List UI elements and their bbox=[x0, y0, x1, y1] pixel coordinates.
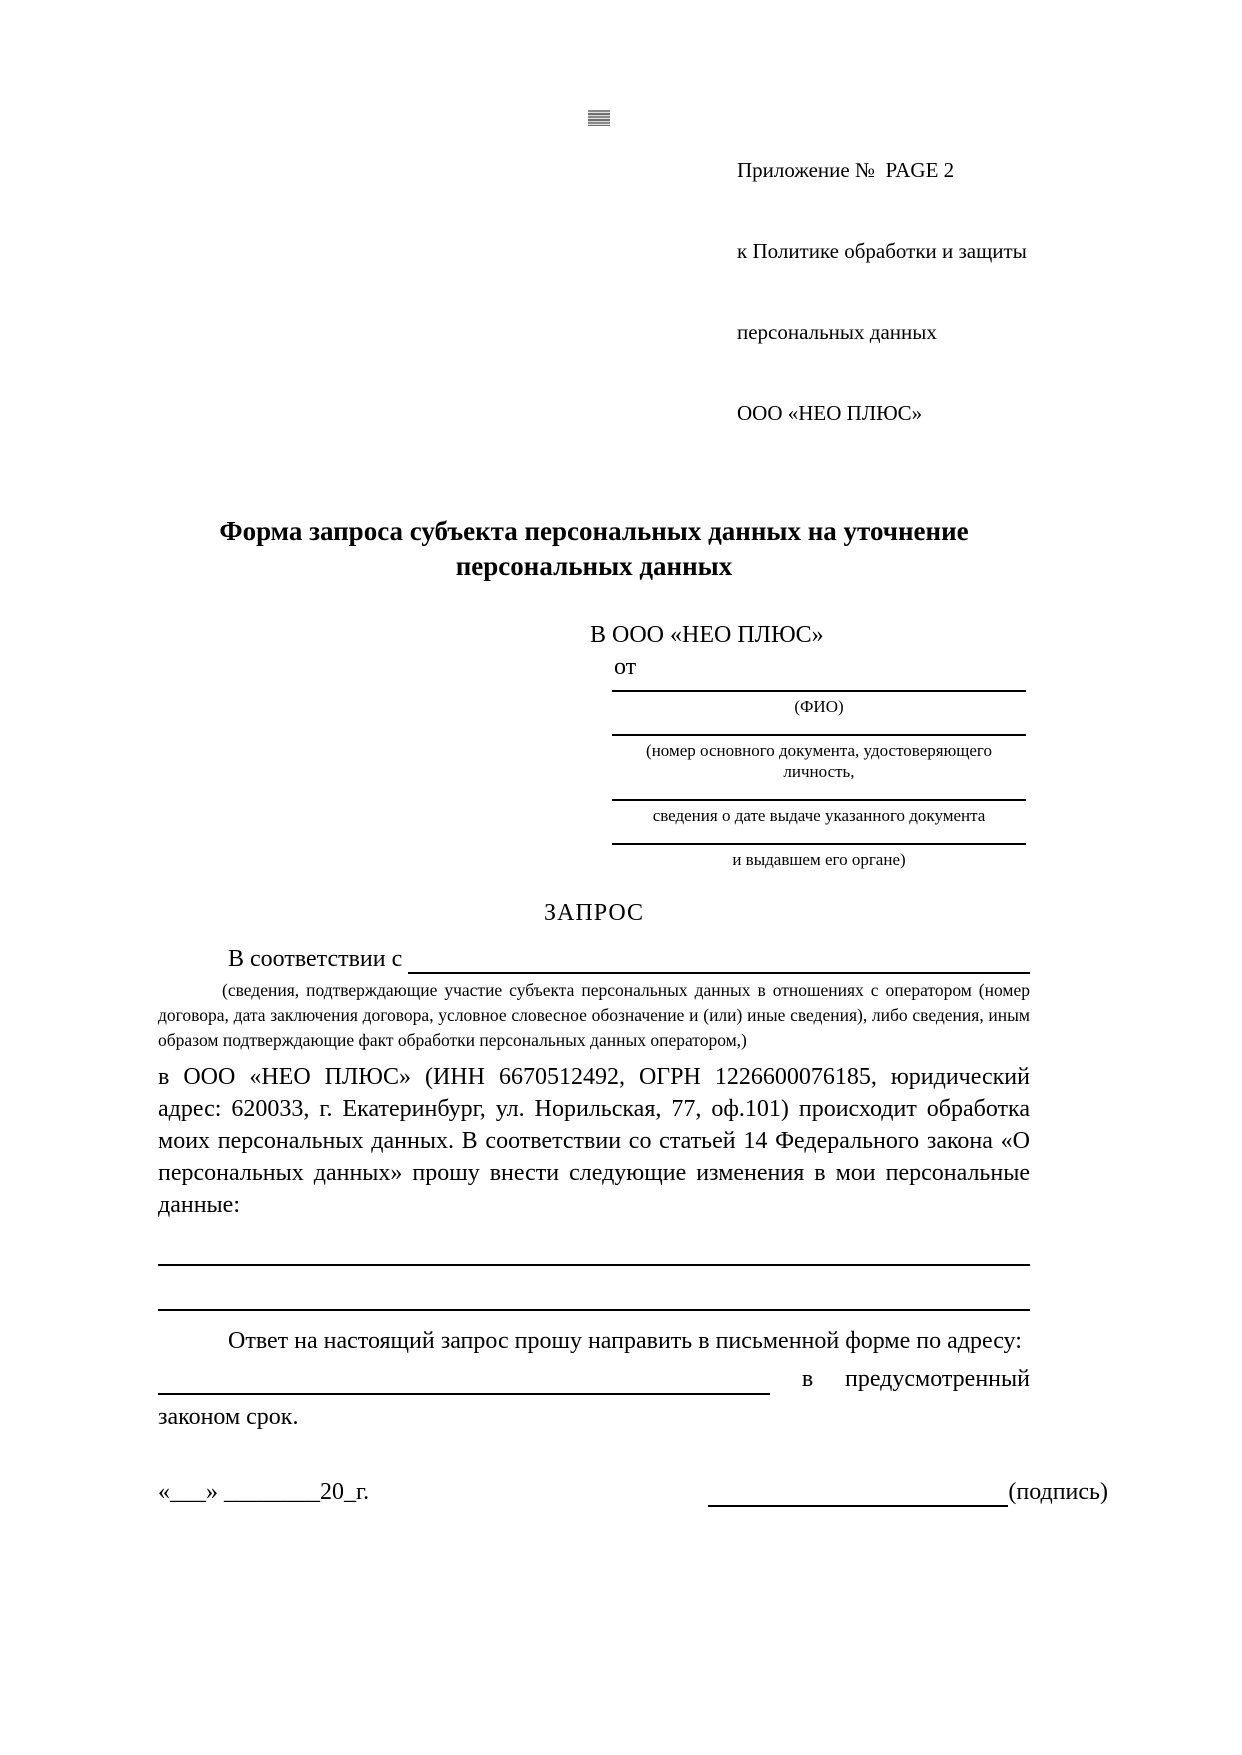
form-title-line2: персональных данных bbox=[455, 551, 733, 581]
personal-data-line: персональных данных bbox=[737, 320, 937, 344]
form-title-line1: Форма запроса субъекта персональных данных на уточнение bbox=[219, 516, 969, 546]
fio-caption: (ФИО) bbox=[794, 697, 844, 716]
intro-prefix: В соответствии с bbox=[228, 946, 409, 972]
embedded-object-icon bbox=[588, 110, 610, 126]
date-fill-text[interactable]: «___» ________20_г. bbox=[158, 1479, 370, 1505]
document-number-caption: (номер основного документа, удостоверяющего личность, bbox=[646, 741, 992, 781]
field-issuing-authority bbox=[612, 843, 1026, 870]
request-body: в ООО «НЕО ПЛЮС» (ИНН 6670512492, ОГРН 1226600076185, юридический адрес: 620033, г. Екатеринбург, ул. Норильская, 77, оф.101) происходит обработка моих персональных данных. В соответствии со статьей 14 Федерального закона «О персональных данных» прошу внести следующие изменения в мои персональные данные: bbox=[158, 1064, 1030, 1218]
policy-reference-line: к Политике обработки и защиты bbox=[737, 239, 1027, 263]
from-label: от bbox=[614, 654, 637, 680]
signature-fill-line[interactable] bbox=[708, 1479, 1008, 1507]
address-fill-line[interactable] bbox=[158, 1365, 770, 1395]
company-name-line: ООО «НЕО ПЛЮС» bbox=[737, 401, 923, 425]
changes-fill-line-2[interactable] bbox=[158, 1266, 1030, 1311]
reply-suffix: предусмотренный bbox=[844, 1366, 1030, 1392]
form-title bbox=[158, 514, 1030, 584]
changes-fill-line-1[interactable] bbox=[158, 1221, 1030, 1266]
addressee-company: В ООО «НЕО ПЛЮС» bbox=[590, 622, 824, 648]
issue-date-caption: сведения о дате выдаче указанного документа bbox=[652, 806, 986, 825]
reply-instruction: Ответ на настоящий запрос прошу направить в письменной форме по адресу: bbox=[228, 1328, 1022, 1354]
request-heading: ЗАПРОС bbox=[544, 900, 644, 926]
signature-caption: (подпись) bbox=[1008, 1479, 1108, 1505]
appendix-number-line: Приложение № PAGE 2 bbox=[737, 158, 955, 182]
reply-address-row bbox=[158, 1363, 1030, 1395]
applicant-fields bbox=[612, 690, 1026, 870]
issuing-authority-caption: и выдавшем его органе) bbox=[732, 850, 906, 869]
basis-footnote: (сведения, подтверждающие участие субъекта персональных данных в отношениях с оператором (номер договора, дата заключения договора, условное словесное обозначение и (или) иные сведения), либо сведения, иным образом подтверждающие факт обработки персональных данных оператором,) bbox=[158, 980, 1030, 1050]
signature-row bbox=[158, 1477, 1108, 1507]
appendix-header bbox=[737, 0, 1030, 481]
reply-word-in: в bbox=[801, 1366, 814, 1392]
basis-fill-line[interactable] bbox=[408, 944, 1030, 974]
reply-tail: законом срок. bbox=[158, 1404, 299, 1430]
field-fio bbox=[612, 690, 1026, 717]
field-issue-date bbox=[612, 799, 1026, 826]
field-document-number bbox=[612, 734, 1026, 782]
intro-row bbox=[158, 944, 1030, 974]
